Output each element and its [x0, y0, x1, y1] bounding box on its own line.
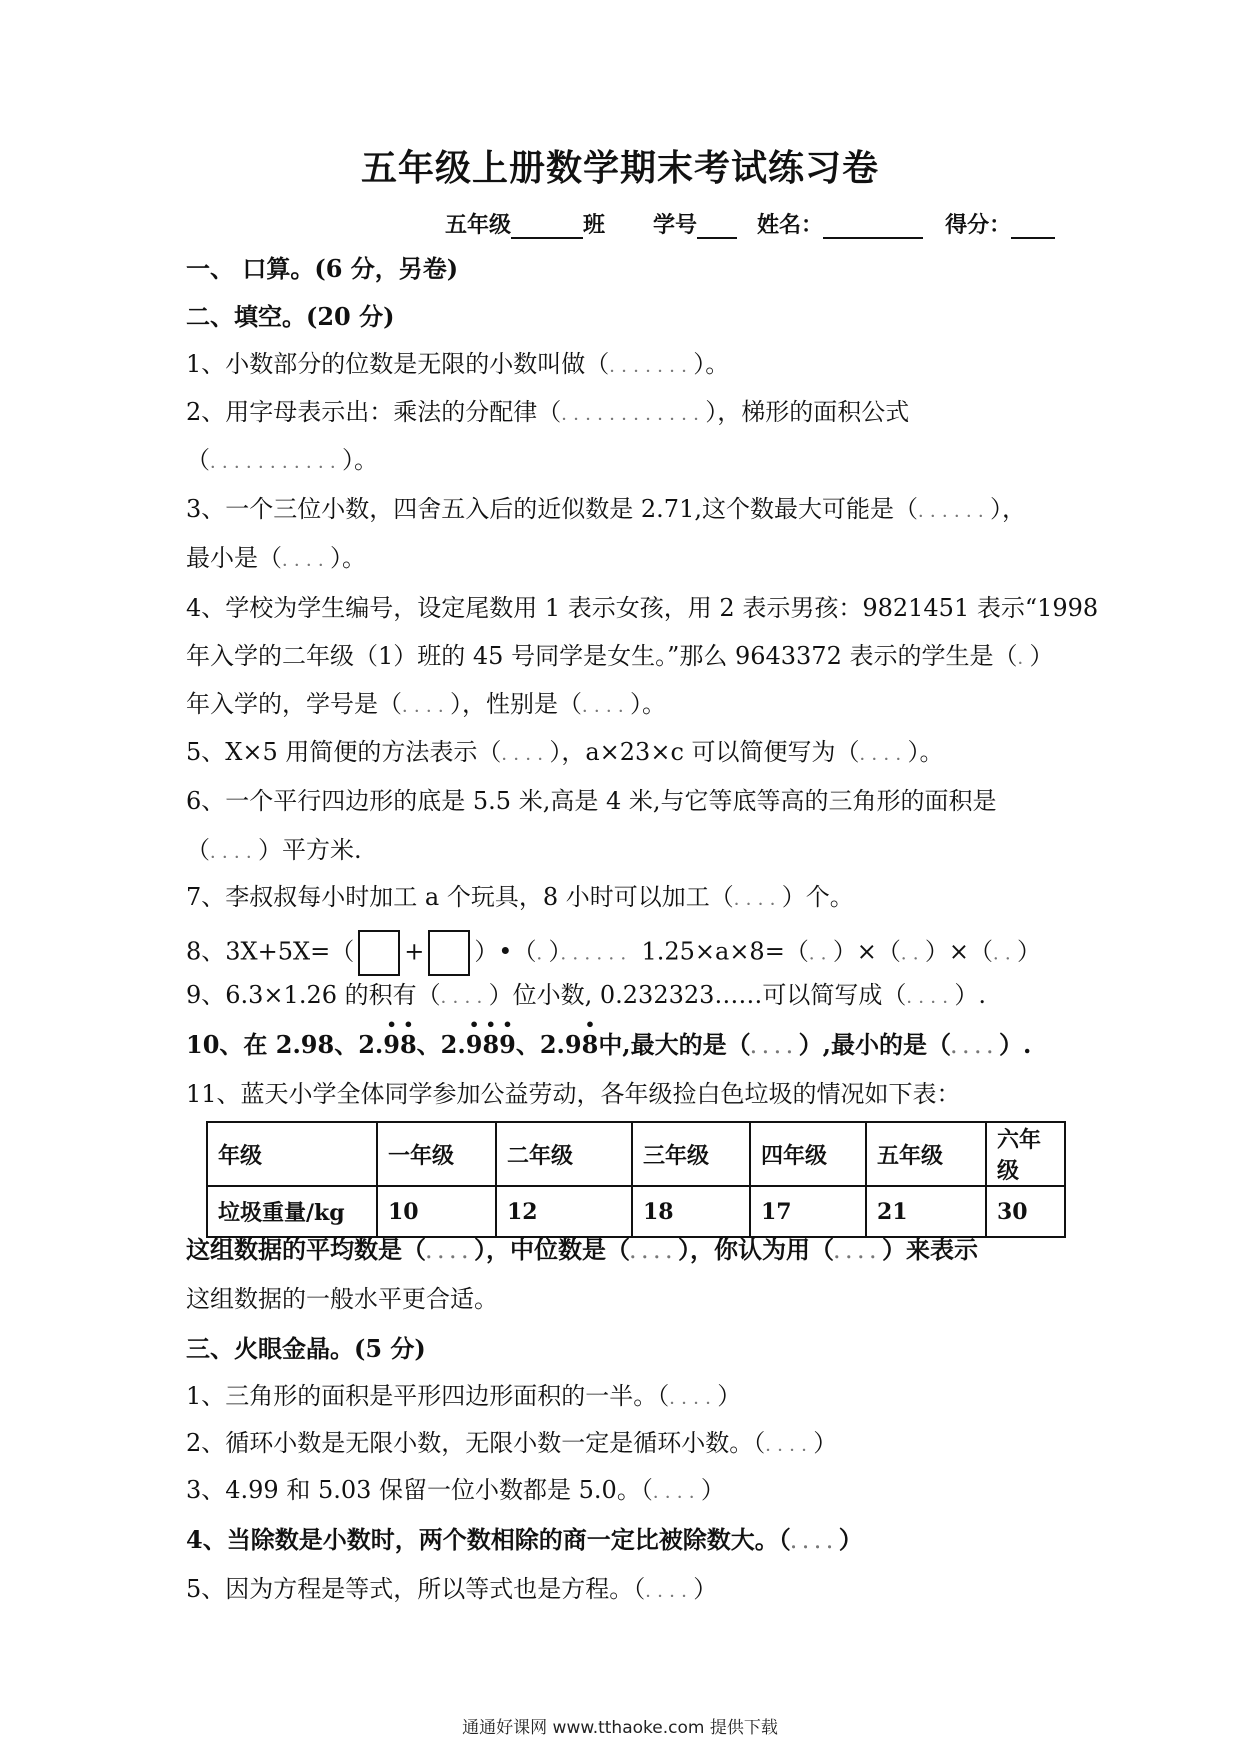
question-2-cont [186, 445, 1056, 478]
q8-spacer-dots: ．．．．．． [560, 943, 642, 965]
question-2 [186, 397, 1056, 430]
q3-text: 3、一个三位小数，四舍五入后的近似数是 2.71,这个数最大可能是（ [186, 495, 918, 523]
name-label: 姓名： [757, 212, 824, 238]
q11-blank-choice[interactable]: ．．．． [834, 1242, 882, 1263]
q11-a4: ）来表示 [882, 1235, 978, 1264]
q1-end: ）。 [693, 350, 730, 378]
table-cell: 21 [866, 1186, 986, 1237]
q7-blank[interactable]: ．．．． [733, 889, 782, 910]
grade-label: 五年级 [445, 212, 512, 238]
q10-a: 10、在 2.98、2. [186, 1030, 384, 1059]
question-6-cont [186, 835, 1056, 868]
q3-blank-b[interactable]: ．．．． [282, 550, 330, 571]
q11-a: 这组数据的平均数是（ [186, 1235, 426, 1264]
q9-blank-b[interactable]: ．．．． [906, 987, 955, 1008]
table-cell: 10 [377, 1186, 496, 1237]
q10-end: ）. [999, 1030, 1032, 1059]
q4c-text: 年入学的，学号是（ [186, 690, 402, 718]
id-blank[interactable] [697, 213, 737, 239]
q10-blank-b[interactable]: ．．．． [951, 1037, 1000, 1058]
table-header-cell: 六年级 [986, 1122, 1065, 1186]
class-blank[interactable] [511, 213, 583, 239]
garbage-table [206, 1121, 1066, 1238]
q2b-text: （ [186, 446, 210, 474]
j2-text: 2、循环小数是无限小数，无限小数一定是循环小数。（ [186, 1429, 766, 1457]
q6-blank[interactable]: ．．．． [210, 842, 258, 863]
question-11-after [186, 1235, 1056, 1268]
q5-end: ）。 [907, 738, 944, 766]
q3b-text: 最小是（ [186, 544, 282, 572]
table-header-cell: 五年级 [866, 1122, 986, 1186]
q8a-text: 8、3X+5X=（ [186, 937, 355, 966]
q8-box-1[interactable] [358, 930, 400, 976]
q2b-end: ）。 [342, 446, 378, 474]
question-8 [186, 930, 1056, 976]
q8-mid: ）•（ [474, 937, 537, 966]
q2-mid: ），梯形的面积公式 [705, 398, 910, 426]
q8-blank-c[interactable]: ．． [900, 943, 925, 965]
q10-c: 、2.9 [515, 1030, 582, 1059]
j4-end: ） [838, 1525, 863, 1554]
q10-d: 中,最大的是（ [598, 1030, 751, 1059]
question-11-after-cont: 这组数据的一般水平更合适。 [186, 1285, 498, 1313]
q1-blank[interactable]: ．．．．．．． [609, 356, 694, 377]
q4b-end: ） [1029, 642, 1054, 670]
q11-a2: ），中位数是（ [474, 1235, 630, 1264]
judge-5 [186, 1574, 1056, 1607]
question-7 [186, 882, 1056, 915]
q8-blank-d[interactable]: ．． [993, 943, 1018, 965]
q1-text: 1、小数部分的位数是无限的小数叫做（ [186, 350, 610, 378]
table-cell: 30 [986, 1186, 1065, 1237]
question-3 [186, 494, 1056, 527]
q4b-text: 年入学的二年级（1）班的 45 号同学是女生。”那么 9643372 表示的学生是（ [186, 642, 1018, 670]
score-blank[interactable] [1011, 213, 1055, 239]
q10-blank-a[interactable]: ．．．． [750, 1037, 799, 1058]
student-info-line [445, 208, 1055, 239]
question-4: 4、学校为学生编号，设定尾数用 1 表示女孩，用 2 表示男孩：9821451 表示“1998 [186, 594, 1099, 622]
q9-blank-a[interactable]: ．．．． [440, 987, 489, 1008]
class-label: 班 [583, 212, 606, 238]
question-4-cont [186, 641, 1056, 674]
q11-blank-avg[interactable]: ．．．． [426, 1242, 474, 1263]
q7-end: ）个。 [781, 883, 854, 911]
question-10 [186, 1030, 1056, 1063]
q8-mid2: ） [548, 937, 561, 966]
question-4-cont2 [186, 689, 1056, 722]
q10-repeat-digit-5: • 9 [499, 1030, 516, 1060]
table-row [207, 1186, 1065, 1237]
judge-4 [186, 1525, 1056, 1558]
q2-text: 2、用字母表示出：乘法的分配律（ [186, 398, 562, 426]
j3-text: 3、4.99 和 5.03 保留一位小数都是 5.0。（ [186, 1476, 653, 1504]
q6b-text: （ [186, 836, 210, 864]
j3-end: ） [700, 1476, 725, 1504]
q4c-end: ）。 [630, 690, 666, 718]
question-6: 6、一个平行四边形的底是 5.5 米,高是 4 米,与它等底等高的三角形的面积是 [186, 787, 997, 815]
table-cell: 17 [750, 1186, 866, 1237]
table-header-cell: 四年级 [750, 1122, 866, 1186]
q10-repeat-digit-4: • 8 [482, 1030, 499, 1060]
question-5 [186, 737, 1056, 770]
j4-blank[interactable]: ．．．． [790, 1532, 839, 1553]
j2-end: ） [813, 1429, 838, 1457]
score-label: 得分： [945, 212, 1012, 238]
table-header-cell: 二年级 [496, 1122, 632, 1186]
q4-blank-id[interactable]: ．．．． [402, 696, 450, 717]
q7-text: 7、李叔叔每小时加工 a 个玩具，8 小时可以加工（ [186, 883, 734, 911]
j2-blank[interactable]: ．．．． [765, 1435, 814, 1456]
question-9 [186, 980, 1056, 1013]
j5-blank[interactable]: ．．．． [645, 1581, 694, 1602]
q2-blank-b[interactable]: ．．．．．．．．．．． [210, 452, 342, 473]
j5-text: 5、因为方程是等式，所以等式也是方程。（ [186, 1575, 646, 1603]
q4-blank-gender[interactable]: ．．．． [582, 696, 630, 717]
q10-mid: ）,最小的是（ [798, 1030, 952, 1059]
table-header-row [207, 1122, 1065, 1186]
q5-blank-a[interactable]: ．．．． [501, 744, 550, 765]
q5-mid: ），a×23×c 可以简便写为（ [549, 738, 860, 766]
j1-blank[interactable]: ．．．． [669, 1388, 718, 1409]
q8b-end: ） [1017, 937, 1042, 966]
q4-blank-year[interactable]: ． [1017, 648, 1030, 669]
question-3-cont [186, 543, 1056, 576]
q11-a3: ），你认为用（ [678, 1235, 834, 1264]
q9-end: ）. [954, 981, 987, 1009]
table-cell: 垃圾重量/kg [207, 1186, 377, 1237]
judge-3 [186, 1475, 1056, 1508]
table-header-cell: 三年级 [632, 1122, 750, 1186]
q3-end: ）， [989, 495, 1026, 523]
q5-text: 5、X×5 用简便的方法表示（ [186, 738, 502, 766]
question-1 [186, 349, 1056, 382]
j3-blank[interactable]: ．．．． [652, 1482, 701, 1503]
q9-text: 9、6.3×1.26 的积有（ [186, 981, 441, 1009]
q8-plus: + [404, 937, 425, 966]
section-judge: 三、火眼金晶。(5 分) [186, 1334, 426, 1363]
q10-repeat-digit-3: • 9 [466, 1030, 483, 1060]
q10-b: 、2. [416, 1030, 466, 1059]
q5-blank-b[interactable]: ．．．． [859, 744, 908, 765]
q3b-end: ）。 [330, 544, 366, 572]
j5-end: ） [693, 1575, 718, 1603]
footer-credit: 通通好课网 www.tthaoke.com 提供下载 [462, 1718, 778, 1738]
name-blank[interactable] [823, 213, 923, 239]
j1-text: 1、三角形的面积是平形四边形面积的一半。（ [186, 1382, 670, 1410]
id-label: 学号 [653, 212, 698, 238]
page-title: 五年级上册数学期末考试练习卷 [360, 147, 879, 189]
q9-mid: ）位小数, 0.232323……可以简写成（ [488, 981, 907, 1009]
q6b-end: ）平方米. [258, 836, 362, 864]
table-cell: 18 [632, 1186, 750, 1237]
table-header-cell: 年级 [207, 1122, 377, 1186]
judge-1 [186, 1381, 1056, 1414]
q2-blank-a[interactable]: ．．．．．．．．．．．． [561, 404, 706, 425]
table-header-cell: 一年级 [377, 1122, 496, 1186]
q10-repeat-digit-1: • 9 [383, 1030, 400, 1060]
judge-2 [186, 1428, 1056, 1461]
j4-text: 4、当除数是小数时，两个数相除的商一定比被除数大。（ [186, 1525, 791, 1554]
section-fill: 二、填空。(20 分) [186, 302, 395, 331]
q8-blank-b[interactable]: ．． [808, 943, 833, 965]
q8b-3: ）×（ [924, 937, 994, 966]
q8-box-2[interactable] [428, 930, 470, 976]
q4c-mid: ），性别是（ [450, 690, 582, 718]
q3-blank-a[interactable]: ．．．．．． [917, 501, 990, 522]
q10-repeat-digit-2: • 8 [400, 1030, 417, 1060]
q8b-2: ）×（ [832, 937, 901, 966]
q8b-text: 1.25×a×8=（ [641, 937, 809, 966]
q11-blank-median[interactable]: ．．．． [630, 1242, 678, 1263]
question-11: 11、蓝天小学全体同学参加公益劳动，各年级捡白色垃圾的情况如下表： [186, 1080, 961, 1108]
j1-end: ） [717, 1382, 742, 1410]
q8-blank-a[interactable]: ． [536, 943, 549, 965]
table-cell: 12 [496, 1186, 632, 1237]
q10-repeat-digit-6: • 8 [582, 1030, 599, 1060]
section-oral: 一、 口算。(6 分，另卷) [186, 254, 459, 283]
